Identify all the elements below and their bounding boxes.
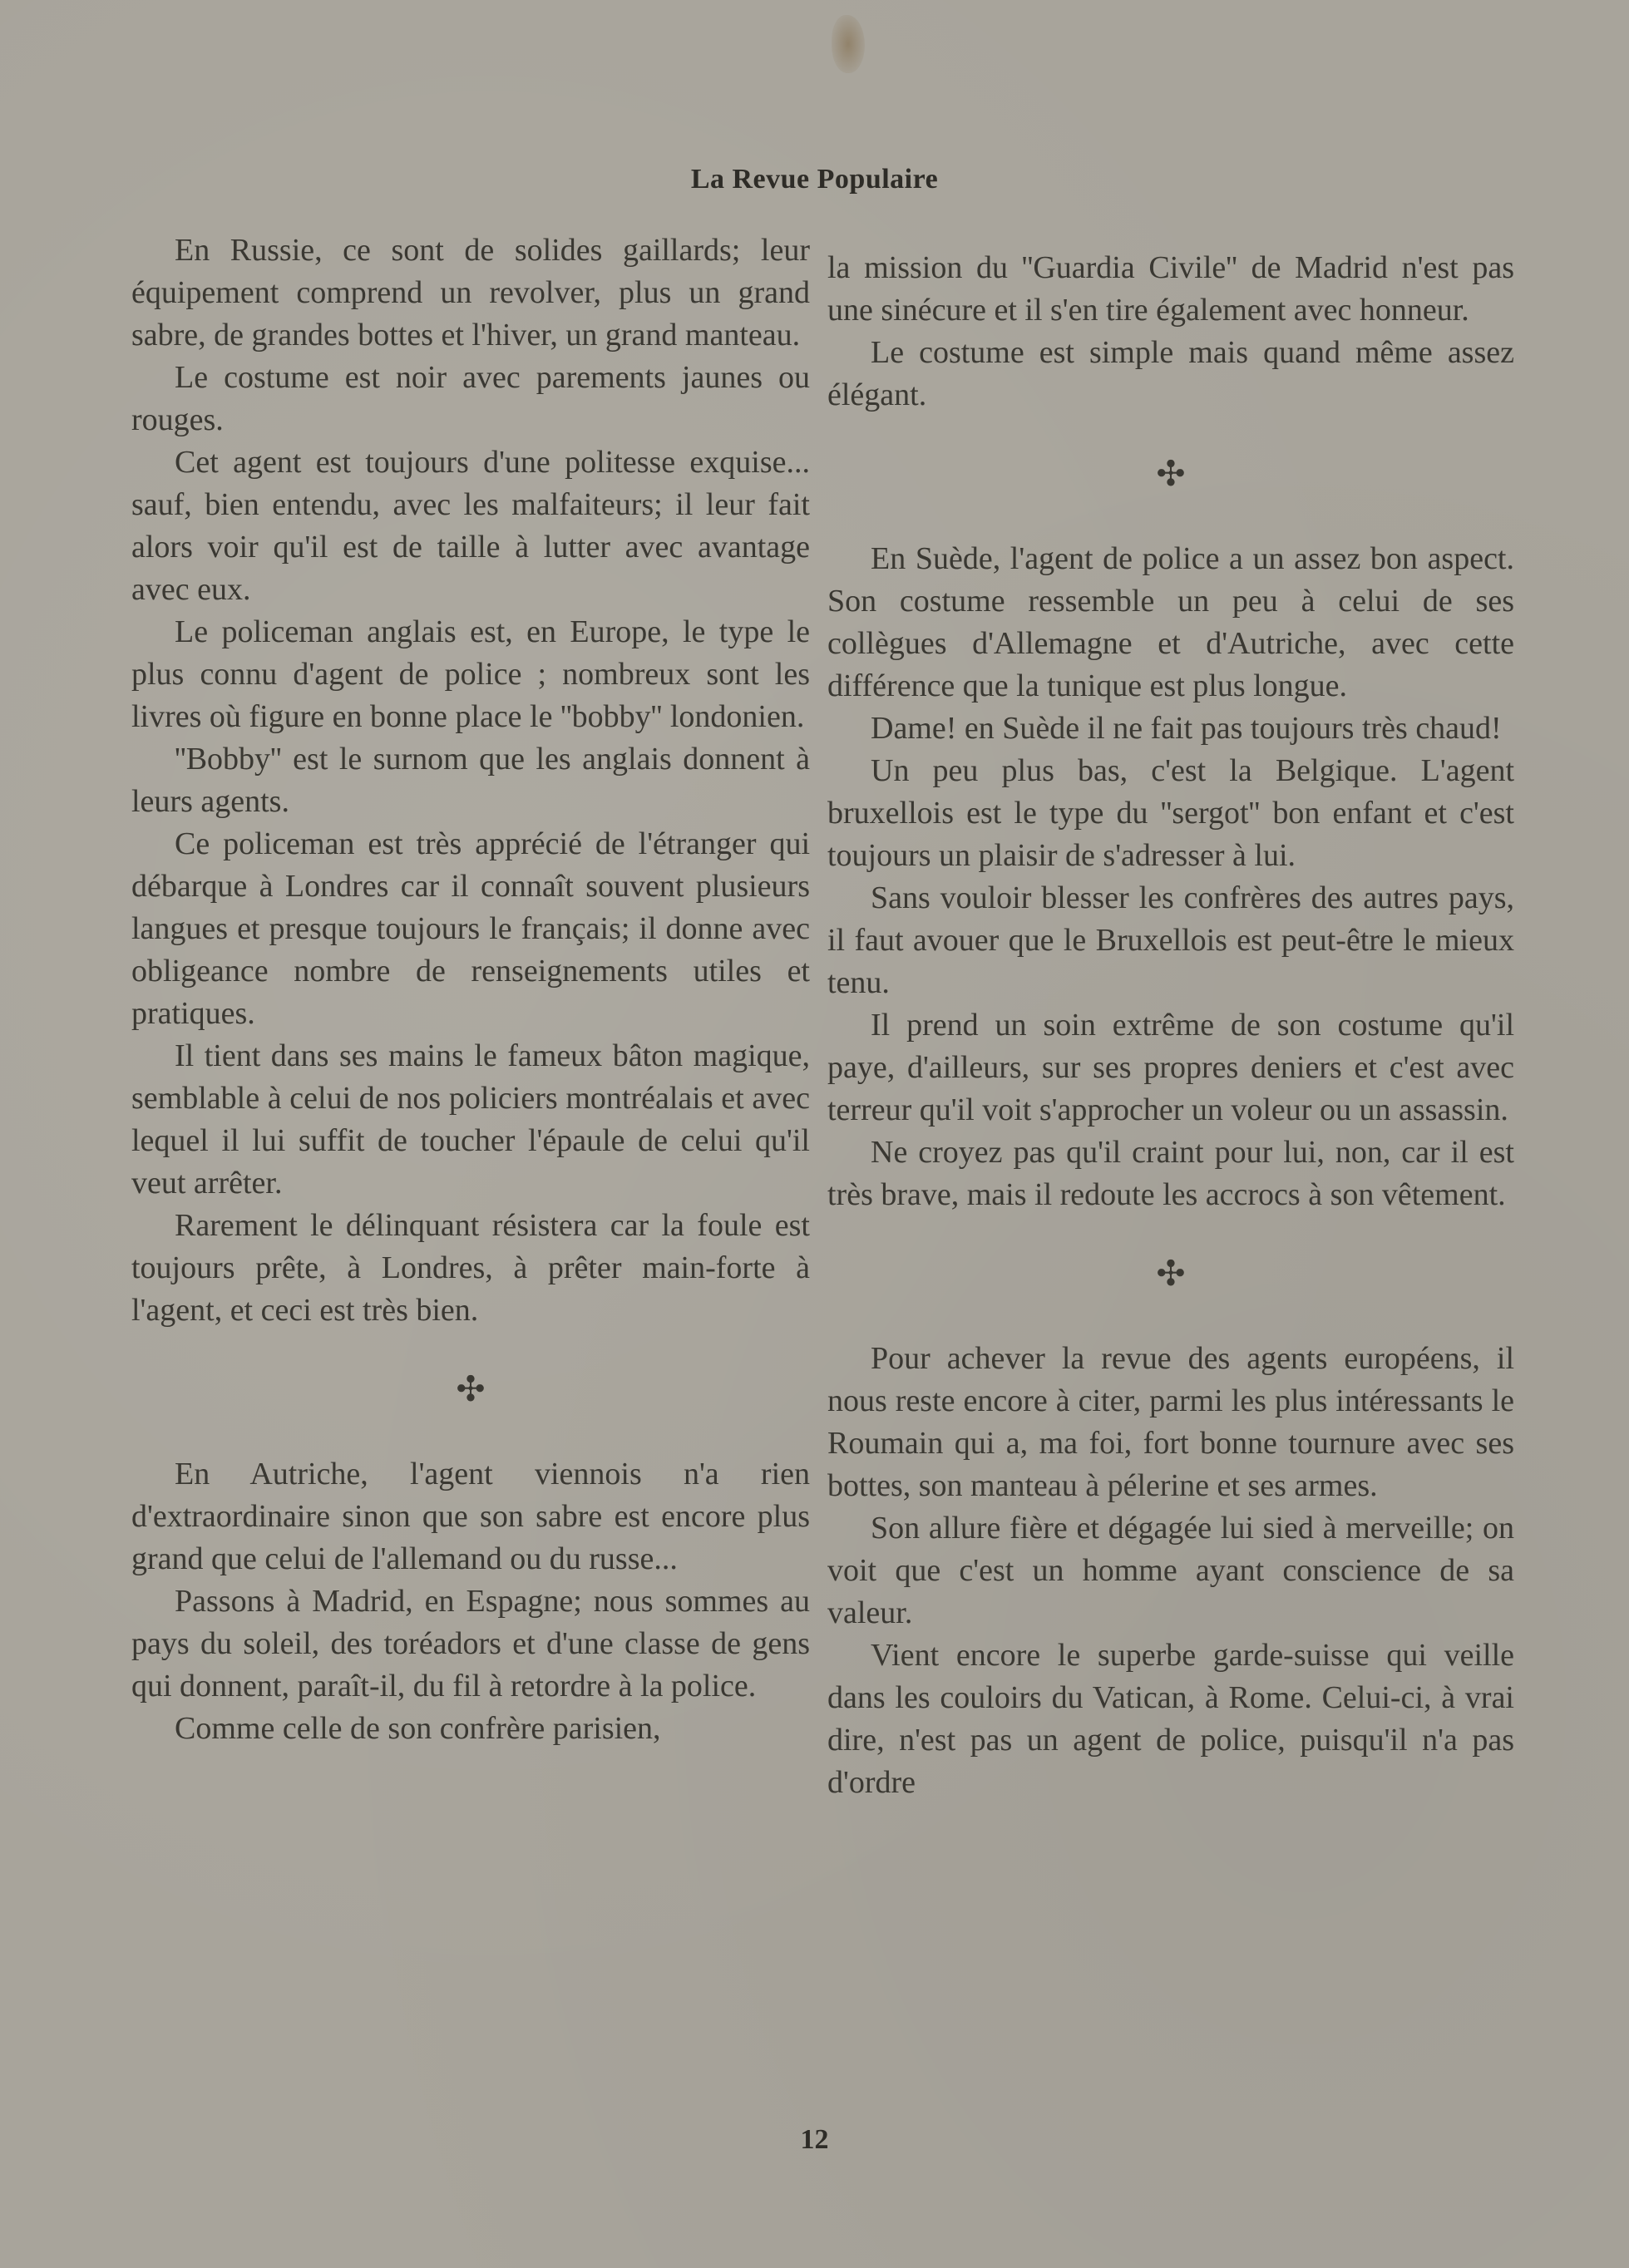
paragraph: Le costume est noir avec parements jaunes ou rouges. — [131, 360, 810, 437]
paragraph: Ne croyez pas qu'il craint pour lui, non, car il est très brave, mais il redoute les accrocs à son vêtement. — [827, 1135, 1514, 1212]
paragraph: Rarement le délinquant résistera car la foule est toujours prête, à Londres, à prêter main-forte à l'agent, et ceci est très bien. — [131, 1208, 810, 1328]
paragraph: Un peu plus bas, c'est la Belgique. L'agent bruxellois est le type du ''sergot'' bon enfant et c'est toujours un plaisir de s'adresser à lui. — [827, 753, 1514, 873]
paragraph: Il tient dans ses mains le fameux bâton magique, semblable à celui de nos policiers montréalais et avec lequel il lui suffit de toucher l'épaule de celui qu'il veut arrêter. — [131, 1038, 810, 1201]
paragraph: Pour achever la revue des agents européens, il nous reste encore à citer, parmi les plus intéressants le Roumain qui a, ma foi, fort bonne tournure avec ses bottes, son manteau à pélerine et ses armes. — [827, 1341, 1514, 1503]
running-head: La Revue Populaire — [690, 164, 939, 195]
paragraph: Vient encore le superbe garde-suisse qui veille dans les couloirs du Vatican, à Rome. Celui-ci, à vrai dire, n'est pas un agent de police, puisqu'il n'a pas d'ordre — [827, 1638, 1514, 1800]
paragraph: Son allure fière et dégagée lui sied à merveille; on voit que c'est un homme ayant conscience de sa valeur. — [827, 1511, 1514, 1630]
paragraph: Dame! en Suède il ne fait pas toujours très chaud! — [871, 711, 1502, 746]
section-ornament-icon: ✣ — [1156, 456, 1186, 494]
paragraph: En Russie, ce sont de solides gaillards; leur équipement comprend un revolver, plus un grand sabre, de grandes bottes et l'hiver, un grand manteau. — [131, 233, 810, 353]
paragraph: Passons à Madrid, en Espagne; nous sommes au pays du soleil, des toréadors et d'une classe de gens qui donnent, paraît-il, du fil à retordre à la police. — [131, 1584, 810, 1703]
paragraph: Sans vouloir blesser les confrères des autres pays, il faut avouer que le Bruxellois est peut-être le mieux tenu. — [827, 880, 1514, 1000]
paragraph: En Autriche, l'agent viennois n'a rien d'extraordinaire sinon que son sabre est encore plus grand que celui de l'allemand ou du russe... — [131, 1457, 810, 1576]
section-ornament-icon: ✣ — [456, 1371, 486, 1409]
section-ornament-icon: ✣ — [1156, 1255, 1186, 1294]
paragraph: Comme celle de son confrère parisien, — [175, 1711, 661, 1746]
paragraph: Le policeman anglais est, en Europe, le type le plus connu d'agent de police ; nombreux sont les livres où figure en bonne place le ''bobby'' londonien. — [131, 614, 810, 734]
paragraph: Ce policeman est très apprécié de l'étranger qui débarque à Londres car il connaît souvent plusieurs langues et presque toujours le français; il donne avec obligeance nombre de renseignements utiles et pratiques. — [131, 826, 810, 1031]
paragraph: ''Bobby'' est le surnom que les anglais donnent à leurs agents. — [131, 742, 810, 819]
paper-stain — [832, 15, 865, 73]
left-column — [131, 229, 810, 1750]
page-number: 12 — [800, 2124, 829, 2155]
paragraph: la mission du ''Guardia Civile'' de Madrid n'est pas une sinécure et il s'en tire également avec honneur. — [827, 250, 1514, 328]
paragraph: Le costume est simple mais quand même assez élégant. — [827, 335, 1514, 412]
right-column — [827, 247, 1514, 1804]
paragraph: En Suède, l'agent de police a un assez bon aspect. Son costume ressemble un peu à celui de ses collègues d'Allemagne et d'Autriche, avec cette différence que la tunique est plus longue. — [827, 541, 1514, 703]
paragraph: Il prend un soin extrême de son costume qu'il paye, d'ailleurs, sur ses propres deniers et c'est avec terreur qu'il voit s'approcher un voleur ou un assassin. — [827, 1008, 1514, 1127]
paragraph: Cet agent est toujours d'une politesse exquise... sauf, bien entendu, avec les malfaiteurs; il leur fait alors voir qu'il est de taille à lutter avec avantage avec eux. — [131, 445, 810, 607]
